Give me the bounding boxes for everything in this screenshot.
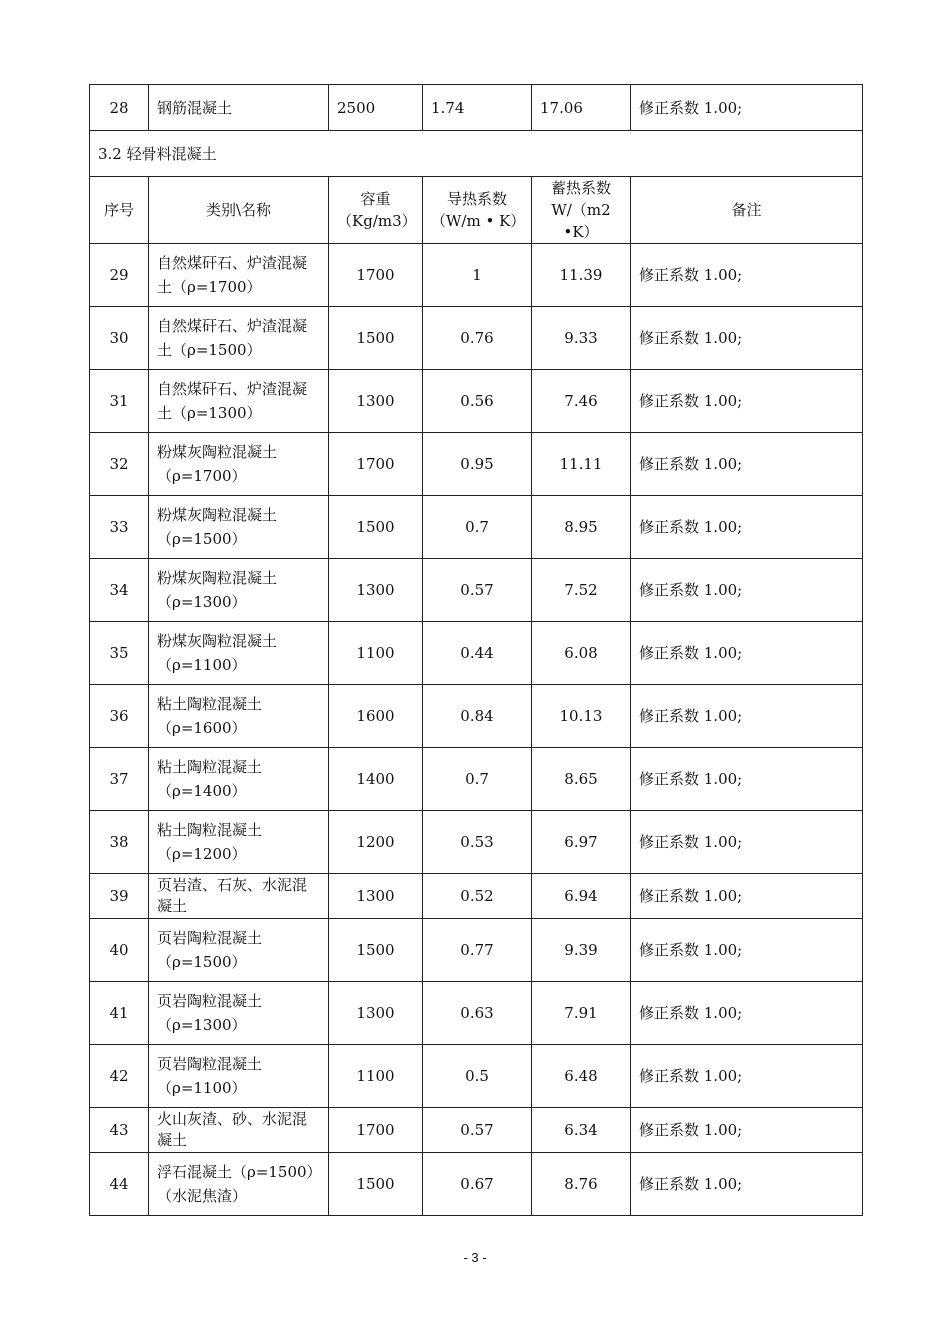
table-row	[90, 244, 863, 307]
header-no: 序号	[90, 177, 149, 244]
header-conductivity-line2: （W/m • K）	[431, 212, 526, 230]
cell-no: 34	[90, 559, 149, 622]
cell-name-line1: 火山灰渣、砂、水泥混	[157, 1110, 308, 1128]
cell-density: 1300	[329, 370, 423, 433]
table-row	[90, 1045, 863, 1108]
cell-name	[149, 559, 329, 622]
cell-conductivity: 0.5	[423, 1045, 532, 1108]
page-number: - 3 -	[463, 1250, 487, 1265]
cell-conductivity: 0.84	[423, 685, 532, 748]
cell-conductivity: 0.7	[423, 496, 532, 559]
material-properties-table	[89, 84, 863, 1216]
cell-name-line1: 页岩渣、石灰、水泥混	[157, 876, 308, 894]
cell-note: 修正系数 1.00;	[631, 1108, 863, 1153]
cell-storage: 17.06	[532, 85, 631, 131]
cell-conductivity: 0.77	[423, 919, 532, 982]
cell-density: 1600	[329, 685, 423, 748]
cell-name	[149, 1153, 329, 1216]
cell-conductivity: 0.63	[423, 982, 532, 1045]
cell-name-line2: （ρ=1500）	[157, 953, 247, 971]
cell-storage: 8.76	[532, 1153, 631, 1216]
header-row	[90, 177, 863, 244]
cell-name	[149, 685, 329, 748]
table-row	[90, 1153, 863, 1216]
cell-density: 1200	[329, 811, 423, 874]
header-density-line2: （Kg/m3）	[337, 212, 417, 230]
table-row	[90, 748, 863, 811]
cell-density: 1400	[329, 748, 423, 811]
cell-name	[149, 307, 329, 370]
cell-storage: 9.39	[532, 919, 631, 982]
cell-name	[149, 370, 329, 433]
cell-density: 1700	[329, 244, 423, 307]
cell-name-line2: 土（ρ=1700）	[157, 278, 262, 296]
cell-note: 修正系数 1.00;	[631, 1153, 863, 1216]
cell-density: 1500	[329, 919, 423, 982]
cell-storage: 10.13	[532, 685, 631, 748]
cell-storage: 6.08	[532, 622, 631, 685]
cell-name	[149, 919, 329, 982]
cell-name	[149, 874, 329, 919]
cell-note: 修正系数 1.00;	[631, 811, 863, 874]
cell-name-line1: 浮石混凝土（ρ=1500）	[157, 1163, 322, 1181]
cell-no: 33	[90, 496, 149, 559]
table-row-28	[90, 85, 863, 131]
table-row	[90, 685, 863, 748]
cell-name-line1: 粉煤灰陶粒混凝土	[157, 632, 278, 650]
cell-name	[149, 496, 329, 559]
cell-no: 38	[90, 811, 149, 874]
cell-storage: 6.94	[532, 874, 631, 919]
header-conductivity-line1: 导热系数	[446, 190, 507, 208]
cell-name-line2: （ρ=1600）	[157, 719, 247, 737]
section-title-row	[90, 131, 863, 177]
cell-note: 修正系数 1.00;	[631, 919, 863, 982]
cell-density: 1100	[329, 622, 423, 685]
cell-name-line2: （ρ=1200）	[157, 845, 247, 863]
cell-name	[149, 1108, 329, 1153]
cell-no: 42	[90, 1045, 149, 1108]
cell-name-line2: 土（ρ=1300）	[157, 404, 262, 422]
header-name: 类别\名称	[149, 177, 329, 244]
cell-name-line2: （ρ=1100）	[157, 656, 247, 674]
cell-name	[149, 982, 329, 1045]
cell-name	[149, 1045, 329, 1108]
table-row	[90, 433, 863, 496]
table-row	[90, 496, 863, 559]
table-row	[90, 1108, 863, 1153]
cell-no: 30	[90, 307, 149, 370]
cell-conductivity: 0.7	[423, 748, 532, 811]
cell-storage: 11.39	[532, 244, 631, 307]
cell-conductivity: 0.44	[423, 622, 532, 685]
cell-name-line2: （ρ=1300）	[157, 1016, 247, 1034]
cell-no: 44	[90, 1153, 149, 1216]
cell-name	[149, 244, 329, 307]
cell-name	[149, 811, 329, 874]
cell-no: 39	[90, 874, 149, 919]
cell-name-line2: （ρ=1400）	[157, 782, 247, 800]
cell-note: 修正系数 1.00;	[631, 1045, 863, 1108]
cell-note: 修正系数 1.00;	[631, 307, 863, 370]
header-density	[329, 177, 423, 244]
cell-storage: 8.95	[532, 496, 631, 559]
cell-note: 修正系数 1.00;	[631, 370, 863, 433]
header-note: 备注	[631, 177, 863, 244]
cell-note: 修正系数 1.00;	[631, 244, 863, 307]
cell-density: 2500	[329, 85, 423, 131]
cell-storage: 11.11	[532, 433, 631, 496]
cell-name-line2: （ρ=1500）	[157, 530, 247, 548]
cell-conductivity: 0.53	[423, 811, 532, 874]
cell-name-line2: 土（ρ=1500）	[157, 341, 262, 359]
cell-density: 1300	[329, 982, 423, 1045]
cell-note: 修正系数 1.00;	[631, 748, 863, 811]
cell-note: 修正系数 1.00;	[631, 874, 863, 919]
cell-conductivity: 0.57	[423, 559, 532, 622]
cell-density: 1300	[329, 559, 423, 622]
section-title: 3.2 轻骨料混凝土	[90, 131, 863, 177]
cell-density: 1500	[329, 307, 423, 370]
cell-no: 43	[90, 1108, 149, 1153]
cell-name-line1: 粘土陶粒混凝土	[157, 758, 263, 776]
cell-name-line1: 自然煤矸石、炉渣混凝	[157, 380, 308, 398]
cell-name-line1: 自然煤矸石、炉渣混凝	[157, 254, 308, 272]
cell-note: 修正系数 1.00;	[631, 685, 863, 748]
cell-storage: 9.33	[532, 307, 631, 370]
cell-name-line1: 粉煤灰陶粒混凝土	[157, 443, 278, 461]
cell-conductivity: 0.67	[423, 1153, 532, 1216]
cell-conductivity: 0.95	[423, 433, 532, 496]
table-row	[90, 370, 863, 433]
cell-name-line2: （水泥焦渣）	[157, 1187, 248, 1205]
table-row	[90, 919, 863, 982]
table-row	[90, 811, 863, 874]
cell-note: 修正系数 1.00;	[631, 433, 863, 496]
cell-name	[149, 748, 329, 811]
cell-name-line1: 粉煤灰陶粒混凝土	[157, 506, 278, 524]
cell-storage: 6.97	[532, 811, 631, 874]
cell-name-line1: 页岩陶粒混凝土	[157, 929, 263, 947]
cell-no: 28	[90, 85, 149, 131]
header-density-line1: 容重	[360, 190, 391, 208]
header-storage-line2: W/（m2 •K）	[551, 201, 611, 241]
table-row	[90, 307, 863, 370]
cell-density: 1500	[329, 1153, 423, 1216]
cell-no: 35	[90, 622, 149, 685]
cell-name	[149, 622, 329, 685]
cell-name-line1: 粘土陶粒混凝土	[157, 695, 263, 713]
table-row	[90, 559, 863, 622]
header-conductivity	[423, 177, 532, 244]
cell-storage: 7.91	[532, 982, 631, 1045]
cell-name-line2: （ρ=1700）	[157, 467, 247, 485]
cell-name-line2: （ρ=1100）	[157, 1079, 247, 1097]
table-row	[90, 874, 863, 919]
cell-name-line2: 凝土	[157, 1131, 188, 1149]
cell-name-line2: （ρ=1300）	[157, 593, 247, 611]
cell-conductivity: 1.74	[423, 85, 532, 131]
cell-name: 钢筋混凝土	[149, 85, 329, 131]
table-row	[90, 982, 863, 1045]
cell-name	[149, 433, 329, 496]
cell-name-line1: 自然煤矸石、炉渣混凝	[157, 317, 308, 335]
cell-no: 40	[90, 919, 149, 982]
cell-density: 1700	[329, 433, 423, 496]
cell-name-line1: 粘土陶粒混凝土	[157, 821, 263, 839]
cell-name-line2: 凝土	[157, 897, 188, 915]
cell-conductivity: 0.52	[423, 874, 532, 919]
cell-no: 29	[90, 244, 149, 307]
cell-name-line1: 页岩陶粒混凝土	[157, 1055, 263, 1073]
cell-storage: 7.52	[532, 559, 631, 622]
cell-name-line1: 粉煤灰陶粒混凝土	[157, 569, 278, 587]
cell-storage: 6.34	[532, 1108, 631, 1153]
cell-note: 修正系数 1.00;	[631, 982, 863, 1045]
cell-density: 1300	[329, 874, 423, 919]
cell-density: 1100	[329, 1045, 423, 1108]
cell-no: 37	[90, 748, 149, 811]
cell-conductivity: 0.57	[423, 1108, 532, 1153]
cell-no: 31	[90, 370, 149, 433]
cell-note: 修正系数 1.00;	[631, 85, 863, 131]
cell-conductivity: 1	[423, 244, 532, 307]
table-row	[90, 622, 863, 685]
cell-density: 1700	[329, 1108, 423, 1153]
cell-conductivity: 0.56	[423, 370, 532, 433]
header-storage	[532, 177, 631, 244]
cell-no: 41	[90, 982, 149, 1045]
cell-storage: 7.46	[532, 370, 631, 433]
cell-no: 32	[90, 433, 149, 496]
cell-storage: 8.65	[532, 748, 631, 811]
cell-note: 修正系数 1.00;	[631, 559, 863, 622]
cell-no: 36	[90, 685, 149, 748]
cell-storage: 6.48	[532, 1045, 631, 1108]
cell-note: 修正系数 1.00;	[631, 622, 863, 685]
header-storage-line1: 蓄热系数	[550, 179, 611, 197]
cell-conductivity: 0.76	[423, 307, 532, 370]
cell-note: 修正系数 1.00;	[631, 496, 863, 559]
cell-density: 1500	[329, 496, 423, 559]
cell-name-line1: 页岩陶粒混凝土	[157, 992, 263, 1010]
